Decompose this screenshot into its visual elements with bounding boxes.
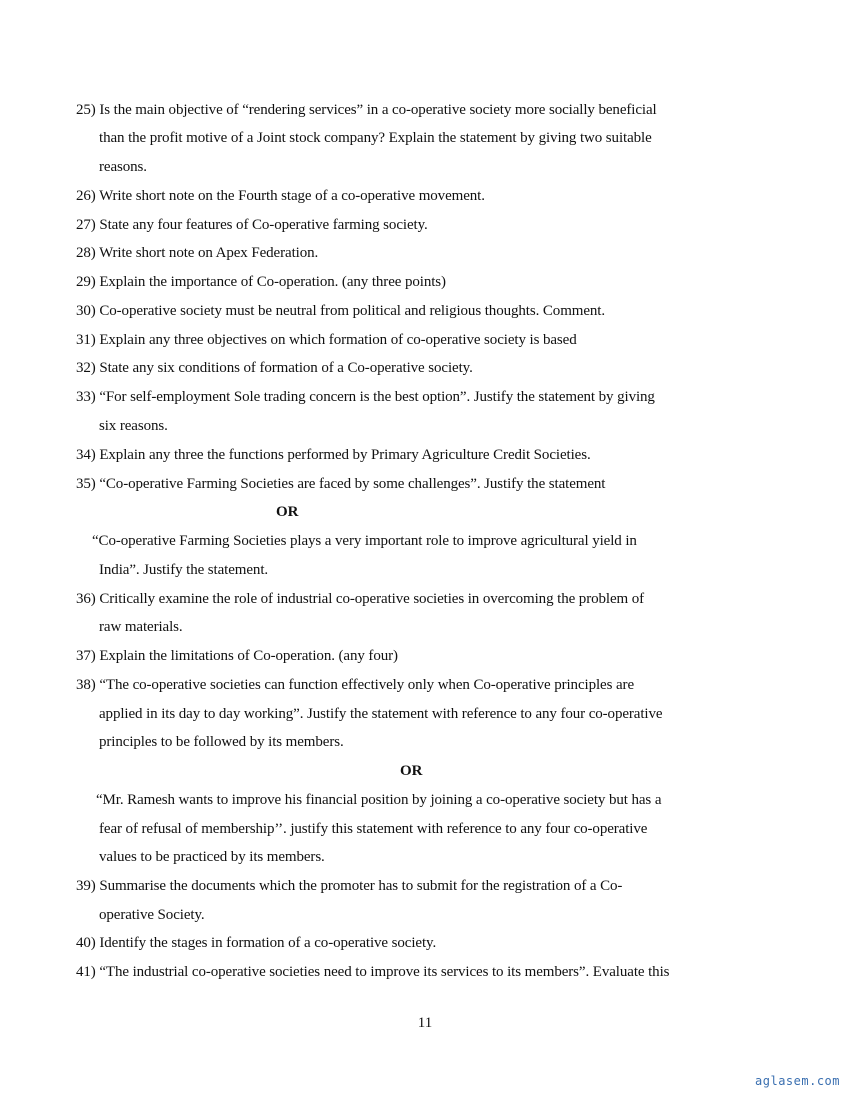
question-38-alt-line-3: values to be practiced by its members. (99, 849, 325, 865)
question-35-line-1: 35) “Co-operative Farming Societies are faced by some challenges”. Justify the statement (76, 476, 606, 492)
question-25-line-1: 25) Is the main objective of “rendering services” in a co-operative society more socially beneficial (76, 102, 657, 118)
question-32: 32) State any six conditions of formation of a Co-operative society. (76, 360, 473, 376)
question-38-line-2: applied in its day to day working”. Justify the statement with reference to any four co-operative (99, 706, 663, 722)
question-33-line-1: 33) “For self-employment Sole trading concern is the best option”. Justify the statement by giving (76, 389, 655, 405)
question-29: 29) Explain the importance of Co-operation. (any three points) (76, 274, 446, 290)
question-38-alt-line-1: “Mr. Ramesh wants to improve his financial position by joining a co-operative society but has a (96, 792, 662, 808)
question-39-line-1: 39) Summarise the documents which the promoter has to submit for the registration of a Co- (76, 878, 623, 894)
question-30: 30) Co-operative society must be neutral from political and religious thoughts. Comment. (76, 303, 606, 319)
question-33-line-2: six reasons. (99, 418, 168, 434)
question-35-or: OR (276, 504, 299, 520)
question-38-line-3: principles to be followed by its members. (99, 734, 344, 750)
question-27: 27) State any four features of Co-operative farming society. (76, 217, 428, 233)
page-number: 11 (417, 1015, 433, 1031)
watermark: aglasem.com (755, 1074, 840, 1088)
question-38-alt-line-2: fear of refusal of membership’’. justify this statement with reference to any four co-operative (99, 821, 648, 837)
question-37: 37) Explain the limitations of Co-operation. (any four) (76, 648, 398, 664)
question-28: 28) Write short note on Apex Federation. (76, 245, 319, 261)
question-40: 40) Identify the stages in formation of a co-operative society. (76, 935, 437, 951)
question-36-line-2: raw materials. (99, 619, 183, 635)
question-41: 41) “The industrial co-operative societies need to improve its services to its members”. Evaluate this (76, 964, 670, 980)
question-35-alt-line-1: “Co-operative Farming Societies plays a very important role to improve agricultural yield in (92, 533, 637, 549)
question-31: 31) Explain any three objectives on which formation of co-operative society is based (76, 332, 577, 348)
question-38-line-1: 38) “The co-operative societies can function effectively only when Co-operative principles are (76, 677, 635, 693)
question-38-or: OR (400, 763, 423, 779)
question-36-line-1: 36) Critically examine the role of industrial co-operative societies in overcoming the problem of (76, 591, 645, 607)
question-25-line-3: reasons. (99, 159, 147, 175)
question-26: 26) Write short note on the Fourth stage of a co-operative movement. (76, 188, 485, 204)
question-25-line-2: than the profit motive of a Joint stock company? Explain the statement by giving two suitable (99, 130, 652, 146)
question-39-line-2: operative Society. (99, 907, 205, 923)
question-35-alt-line-2: India”. Justify the statement. (99, 562, 269, 578)
question-34: 34) Explain any three the functions performed by Primary Agriculture Credit Societies. (76, 447, 591, 463)
